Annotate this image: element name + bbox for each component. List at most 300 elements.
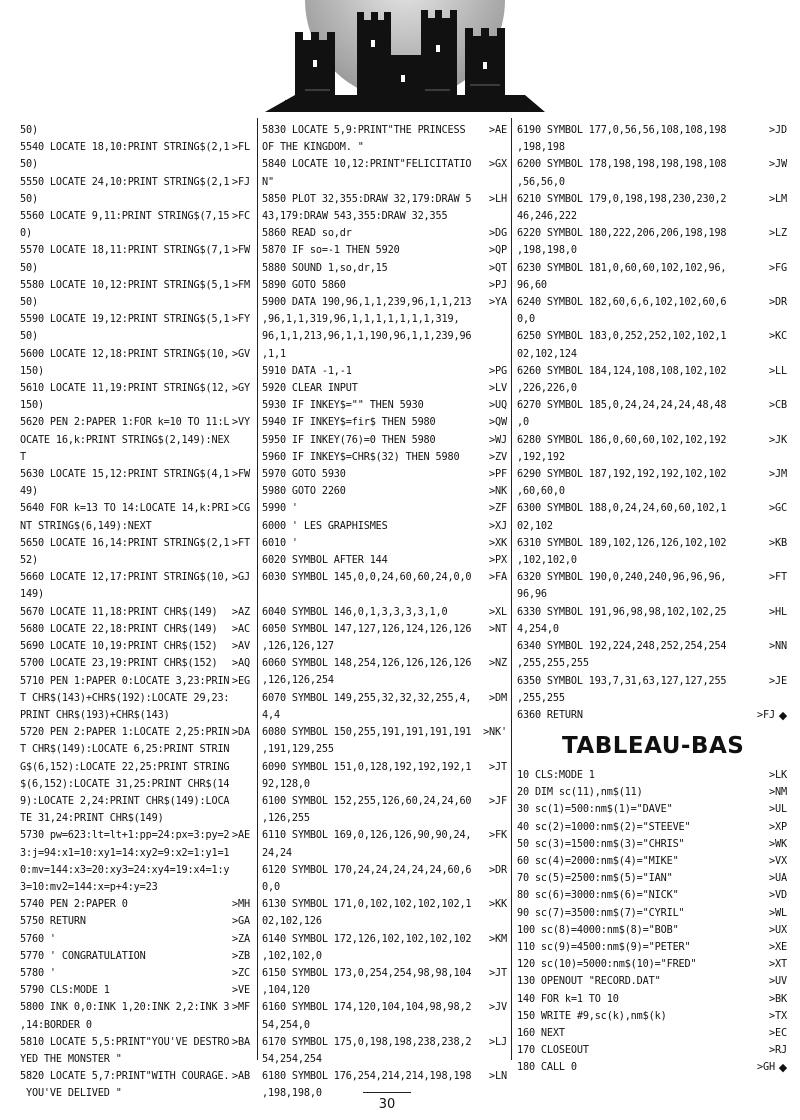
code-line [517,466,787,483]
code-text: 5600 LOCATE 12,18:PRINT STRING$(10, [20,348,230,360]
code-text: 6060 SYMBOL 148,254,126,126,126,126 [262,658,472,670]
code-text: 6190 SYMBOL 177,0,56,56,108,108,198 [517,125,727,136]
code-line [20,139,250,156]
code-line [20,346,250,363]
checksum-code: >AQ [232,658,250,670]
checksum-code: >CG [232,503,250,515]
code-line [20,690,250,707]
code-text: 6020 SYMBOL AFTER 144 [262,555,388,567]
code-line [20,741,250,758]
code-text: 5580 LOCATE 10,12:PRINT STRING$(5,1 [20,279,230,291]
end-diamond-icon: ◆ [778,708,787,722]
checksum-code: >UX [769,924,787,936]
checksum-code: >JE [769,675,787,687]
code-line [20,1017,250,1034]
code-line [517,414,787,431]
checksum-code: >PF [489,469,507,481]
code-line [262,260,507,277]
code-line [517,242,787,259]
code-line [20,724,250,741]
checksum-code: >UL [769,804,787,816]
code-line [517,225,787,242]
code-text: 96,96 [517,589,547,601]
code-text: ,126,255 [262,813,310,825]
checksum-code: >EG [232,675,250,687]
code-line [262,328,507,345]
checksum-code: >LJ [489,1036,507,1048]
checksum-code: >GH [757,1062,775,1074]
checksum-code: >WJ [489,434,507,446]
code-line [517,853,787,870]
checksum-code: >JT [489,967,507,979]
code-text: 5720 PEN 2:PAPER 1:LOCATE 2,25:PRIN [20,727,230,739]
code-line [20,260,250,277]
code-text: ,102,102,0 [262,950,322,962]
code-text: 52) [20,555,38,567]
checksum-code: >ZF [489,503,507,515]
code-line [20,242,250,259]
code-line [20,604,250,621]
code-line [262,1051,507,1068]
code-text: TE 31,24:PRINT CHR$(149) [20,813,164,825]
code-line [517,277,787,294]
code-line [517,767,787,784]
code-line [20,673,250,690]
code-line [517,191,787,208]
code-line [517,973,787,990]
code-line [517,1059,787,1076]
code-line [517,707,787,724]
code-text: 5910 DATA -1,-1 [262,365,352,377]
checksum-code: >KB [769,537,787,549]
code-line [20,948,250,965]
code-line [262,277,507,294]
code-line [20,414,250,431]
code-text: 5650 LOCATE 16,14:PRINT STRING$(2,1 [20,537,230,549]
checksum-code: >XL [489,606,507,618]
checksum-code: >GY [232,383,250,395]
checksum-code: >LV [489,383,507,395]
code-line [517,819,787,836]
code-line [20,845,250,862]
code-line [20,225,250,242]
code-line [262,1068,507,1085]
code-text: 5840 LOCATE 10,12:PRINT"FELICITATIO [262,159,472,171]
code-text: 46,246,222 [517,211,577,223]
code-text: 5880 SOUND 1,so,dr,15 [262,262,388,274]
checksum-code: >NK [489,486,507,498]
code-text: ,191,129,255 [262,744,334,756]
code-line [517,870,787,887]
checksum-code: >VX [769,856,787,868]
code-line [20,1034,250,1051]
checksum-code: >AE [232,830,250,842]
code-line [517,690,787,707]
page-number-rule [363,1092,411,1093]
checksum-code: >JD [769,125,787,136]
code-text: 6220 SYMBOL 180,222,206,206,198,198 [517,228,727,240]
code-line [20,174,250,191]
checksum-code: >XT [769,959,787,971]
code-text: 5740 PEN 2:PAPER 0 [20,899,128,911]
code-line [517,1025,787,1042]
code-text: $(6,152):LOCATE 31,25:PRINT CHR$(14 [20,778,230,790]
checksum-code: >LN [489,1071,507,1083]
code-text: 6160 SYMBOL 174,120,104,104,98,98,2 [262,1002,472,1014]
code-text: 6210 SYMBOL 179,0,198,198,230,230,2 [517,193,727,205]
code-line [20,518,250,535]
code-text: 6310 SYMBOL 189,102,126,126,102,102 [517,537,727,549]
checksum-code: >PG [489,365,507,377]
code-line [517,956,787,973]
checksum-code: >MH [232,899,250,911]
code-text: 149) [20,589,44,601]
code-text: 5890 GOTO 5860 [262,279,346,291]
code-text: 6080 SYMBOL 150,255,191,191,191,191 [262,727,472,739]
code-text: 24,24 [262,847,292,859]
code-text: 5860 READ so,dr [262,228,352,240]
code-text: 6010 ' [262,537,298,549]
code-line [262,845,507,862]
code-text: T [20,451,26,463]
code-line [262,913,507,930]
checksum-code: >PJ [489,279,507,291]
code-line [20,759,250,776]
code-text: 4,254,0 [517,623,559,635]
checksum-code: >FY [232,314,250,326]
checksum-code: >WK [769,838,787,850]
code-line [262,552,507,569]
checksum-code: >ZB [232,950,250,962]
code-text: 6000 ' LES GRAPHISMES [262,520,388,532]
code-line [262,810,507,827]
code-text: 5630 LOCATE 15,12:PRINT STRING$(4,1 [20,469,230,481]
code-line [517,208,787,225]
code-line [262,363,507,380]
checksum-code: >AC [232,623,250,635]
code-line [517,638,787,655]
checksum-code: >FT [769,572,787,584]
code-line [262,982,507,999]
code-text: 6230 SYMBOL 181,0,60,60,102,102,96, [517,262,727,274]
code-text: 6330 SYMBOL 191,96,98,98,102,102,25 [517,606,727,618]
code-line [20,552,250,569]
code-text: 6170 SYMBOL 175,0,198,198,238,238,2 [262,1036,472,1048]
code-text: 6260 SYMBOL 184,124,108,108,102,102 [517,365,727,377]
code-text: YOU'VE DELIVED " [20,1088,122,1100]
castle-illustration [265,0,545,112]
code-text: 5550 LOCATE 24,10:PRINT STRING$(2,1 [20,176,230,188]
code-text: 6280 SYMBOL 186,0,60,60,102,102,192 [517,434,727,446]
code-text: 6320 SYMBOL 190,0,240,240,96,96,96, [517,572,727,584]
code-line [262,569,507,586]
code-line [20,931,250,948]
checksum-code: >NK' [483,727,507,739]
code-line [262,156,507,173]
code-text: 3=10:mv2=144:x=p+4:y=23 [20,881,158,893]
checksum-code: >DA [232,727,250,739]
code-text: ,126,126,254 [262,675,334,687]
code-line [517,346,787,363]
code-line [517,122,787,139]
code-line [262,432,507,449]
code-text: 150) [20,365,44,377]
code-line [20,1085,250,1102]
code-text: YED THE MONSTER " [20,1053,122,1065]
checksum-code: >FW [232,245,250,257]
code-line [20,156,250,173]
code-text: ,255,255 [517,692,565,704]
checksum-code: >AZ [232,606,250,618]
code-text: 5700 LOCATE 23,19:PRINT CHR$(152) [20,658,218,670]
code-line [20,896,250,913]
code-line [20,122,250,139]
code-line [20,862,250,879]
code-line [262,638,507,655]
code-text: 5620 PEN 2:PAPER 1:FOR k=10 TO 11:L [20,417,230,429]
code-line [262,999,507,1016]
checksum-code: >RJ [769,1045,787,1057]
code-line [262,931,507,948]
code-text: 5750 RETURN [20,916,86,928]
code-line [262,896,507,913]
checksum-code: >JW [769,159,787,171]
code-line [20,879,250,896]
code-text: ,14:BORDER 0 [20,1019,92,1031]
code-text: 0,0 [517,314,535,326]
code-line [262,724,507,741]
code-text: 5790 CLS:MODE 1 [20,985,110,997]
code-line [20,621,250,638]
code-line [517,836,787,853]
checksum-code: >WL [769,907,787,919]
code-text: NT STRING$(6,149):NEXT [20,520,152,532]
code-text: 5930 IF INKEY$="" THEN 5930 [262,400,424,412]
checksum-code: >AE [489,125,507,136]
code-line [20,500,250,517]
code-line [517,939,787,956]
code-text: ,255,255,255 [517,658,589,670]
code-text: 5970 GOTO 5930 [262,469,346,481]
code-line [262,518,507,535]
checksum-code: >UA [769,873,787,885]
code-text: 5980 GOTO 2260 [262,486,346,498]
code-text: 6240 SYMBOL 182,60,6,6,102,102,60,6 [517,297,727,309]
checksum-code: >GJ [232,572,250,584]
code-text: ,104,120 [262,985,310,997]
code-line [262,242,507,259]
code-text: 50) [20,297,38,309]
code-text: 5870 IF so=-1 THEN 5920 [262,245,400,257]
code-text: 50 sc(3)=1500:nm$(3)="CHRIS" [517,838,685,850]
code-line [262,191,507,208]
checksum-code: >FK [489,830,507,842]
code-line [517,801,787,818]
code-line [517,905,787,922]
checksum-code: >CB [769,400,787,412]
code-text: 130 OPENOUT "RECORD.DAT" [517,976,661,988]
code-text: 4,4 [262,709,280,721]
code-text: 0,0 [262,881,280,893]
code-text: 6350 SYMBOL 193,7,31,63,127,127,255 [517,675,727,687]
code-text: 5990 ' [262,503,298,515]
checksum-code: >PX [489,555,507,567]
code-line [517,604,787,621]
code-text: 5800 INK 0,0:INK 1,20:INK 2,2:INK 3 [20,1002,230,1014]
code-line [20,432,250,449]
checksum-code: >JF [489,795,507,807]
code-line [262,346,507,363]
code-line [262,294,507,311]
code-text: 54,254,0 [262,1019,310,1031]
checksum-code: >AV [232,641,250,653]
code-line [517,328,787,345]
code-text: 20 DIM sc(11),nm$(11) [517,787,643,799]
code-text: 49) [20,486,38,498]
checksum-code: >KK [489,899,507,911]
code-text: 6200 SYMBOL 178,198,198,198,198,108 [517,159,727,171]
code-line [20,965,250,982]
code-text: 5900 DATA 190,96,1,1,239,96,1,1,213 [262,297,472,309]
code-text: ,1,1 [262,348,286,360]
code-column-4 [517,767,787,1077]
code-line [517,311,787,328]
code-text: 9):LOCATE 2,24:PRINT CHR$(149):LOCA [20,795,230,807]
code-line [20,208,250,225]
code-line [20,535,250,552]
code-line [262,174,507,191]
code-line [20,707,250,724]
code-text: 5830 LOCATE 5,9:PRINT"THE PRINCESS [262,125,466,136]
code-text: 5670 LOCATE 11,18:PRINT CHR$(149) [20,606,218,618]
code-text: ,96,1,1,319,96,1,1,1,1,1,1,1,319, [262,314,460,326]
checksum-code: >GA [232,916,250,928]
code-line [20,483,250,500]
code-line [262,1034,507,1051]
code-line [517,535,787,552]
checksum-code: >XP [769,821,787,833]
code-text: 150 WRITE #9,sc(k),nm$(k) [517,1010,667,1022]
code-line [20,569,250,586]
code-text: 6340 SYMBOL 192,224,248,252,254,254 [517,641,727,653]
code-text: 60 sc(4)=2000:nm$(4)="MIKE" [517,856,679,868]
code-text: ,198,198,0 [517,245,577,257]
checksum-code: >UQ [489,400,507,412]
code-text: 6250 SYMBOL 183,0,252,252,102,102,1 [517,331,727,343]
checksum-code: >VD [769,890,787,902]
code-text: 5540 LOCATE 18,10:PRINT STRING$(2,1 [20,142,230,154]
code-line [20,466,250,483]
code-text: 30 sc(1)=500:nm$(1)="DAVE" [517,804,673,816]
checksum-code: >GC [769,503,787,515]
code-line [262,586,507,603]
code-text: 3:j=94:x1=10:xy1=14:xy2=9:x2=1:y1=1 [20,847,230,859]
code-text: 50) [20,262,38,274]
code-line [517,294,787,311]
code-line [262,879,507,896]
code-text: 100 sc(8)=4000:nm$(8)="BOB" [517,924,679,936]
code-text: ,0 [517,417,529,429]
checksum-code: >BA [232,1036,250,1048]
code-text: 5710 PEN 1:PAPER 0:LOCATE 3,23:PRIN [20,675,230,687]
checksum-code: >BK [769,993,787,1005]
checksum-code: >LK [769,770,787,781]
checksum-code: >DG [489,228,507,240]
code-text: 90 sc(7)=3500:nm$(7)="CYRIL" [517,907,685,919]
checksum-code: >DR [489,864,507,876]
code-text: 5570 LOCATE 18,11:PRINT STRING$(7,1 [20,245,230,257]
end-diamond-icon: ◆ [778,1061,787,1075]
code-line [262,414,507,431]
code-line [262,759,507,776]
code-line [20,363,250,380]
code-line [20,982,250,999]
code-line [262,500,507,517]
page-number: 30 [378,1097,396,1112]
code-text: 5610 LOCATE 11,19:PRINT STRING$(12, [20,383,230,395]
code-line [262,621,507,638]
code-text: G$(6,152):LOCATE 22,25:PRINT STRING [20,761,230,773]
code-line [262,741,507,758]
code-line [20,793,250,810]
code-line [517,586,787,603]
code-text: 5640 FOR k=13 TO 14:LOCATE 14,k:PRI [20,503,230,515]
checksum-code: >JM [769,469,787,481]
code-line [20,776,250,793]
code-text: OCATE 16,k:PRINT STRING$(2,149):NEX [20,434,230,446]
code-line [20,397,250,414]
code-text: 0) [20,228,32,240]
checksum-code: >EC [769,1028,787,1040]
code-text: 5780 ' [20,967,56,979]
code-line [517,449,787,466]
code-line [262,862,507,879]
checksum-code: >HL [769,606,787,618]
code-line [20,328,250,345]
code-text: 6100 SYMBOL 152,255,126,60,24,24,60 [262,795,472,807]
checksum-code: >FM [232,279,250,291]
code-text: 5950 IF INKEY(76)=0 THEN 5980 [262,434,436,446]
code-line [517,260,787,277]
checksum-code: >QT [489,262,507,274]
code-line [517,673,787,690]
code-line [20,449,250,466]
checksum-code: >ZA [232,933,250,945]
code-text: 6150 SYMBOL 173,0,254,254,98,98,104 [262,967,472,979]
checksum-code: >ZC [232,967,250,979]
code-text: OF THE KINGDOM. " [262,142,364,154]
checksum-code: >XK [489,537,507,549]
code-line [262,535,507,552]
code-text: N" [262,176,274,188]
code-line [517,1042,787,1059]
code-text: 5560 LOCATE 9,11:PRINT STRING$(7,15 [20,211,230,223]
code-line [262,380,507,397]
code-text: 6290 SYMBOL 187,192,192,192,102,102 [517,469,727,481]
checksum-code: >LM [769,193,787,205]
code-line [20,827,250,844]
code-line [262,208,507,225]
code-line [517,552,787,569]
code-text: 6300 SYMBOL 188,0,24,24,60,60,102,1 [517,503,727,515]
checksum-code: >FJ [757,709,775,721]
code-line [262,311,507,328]
checksum-code: >KM [489,933,507,945]
checksum-code: >FC [232,211,250,223]
checksum-code: >FW [232,469,250,481]
code-text: 50) [20,125,38,136]
code-text: 5590 LOCATE 19,12:PRINT STRING$(5,1 [20,314,230,326]
